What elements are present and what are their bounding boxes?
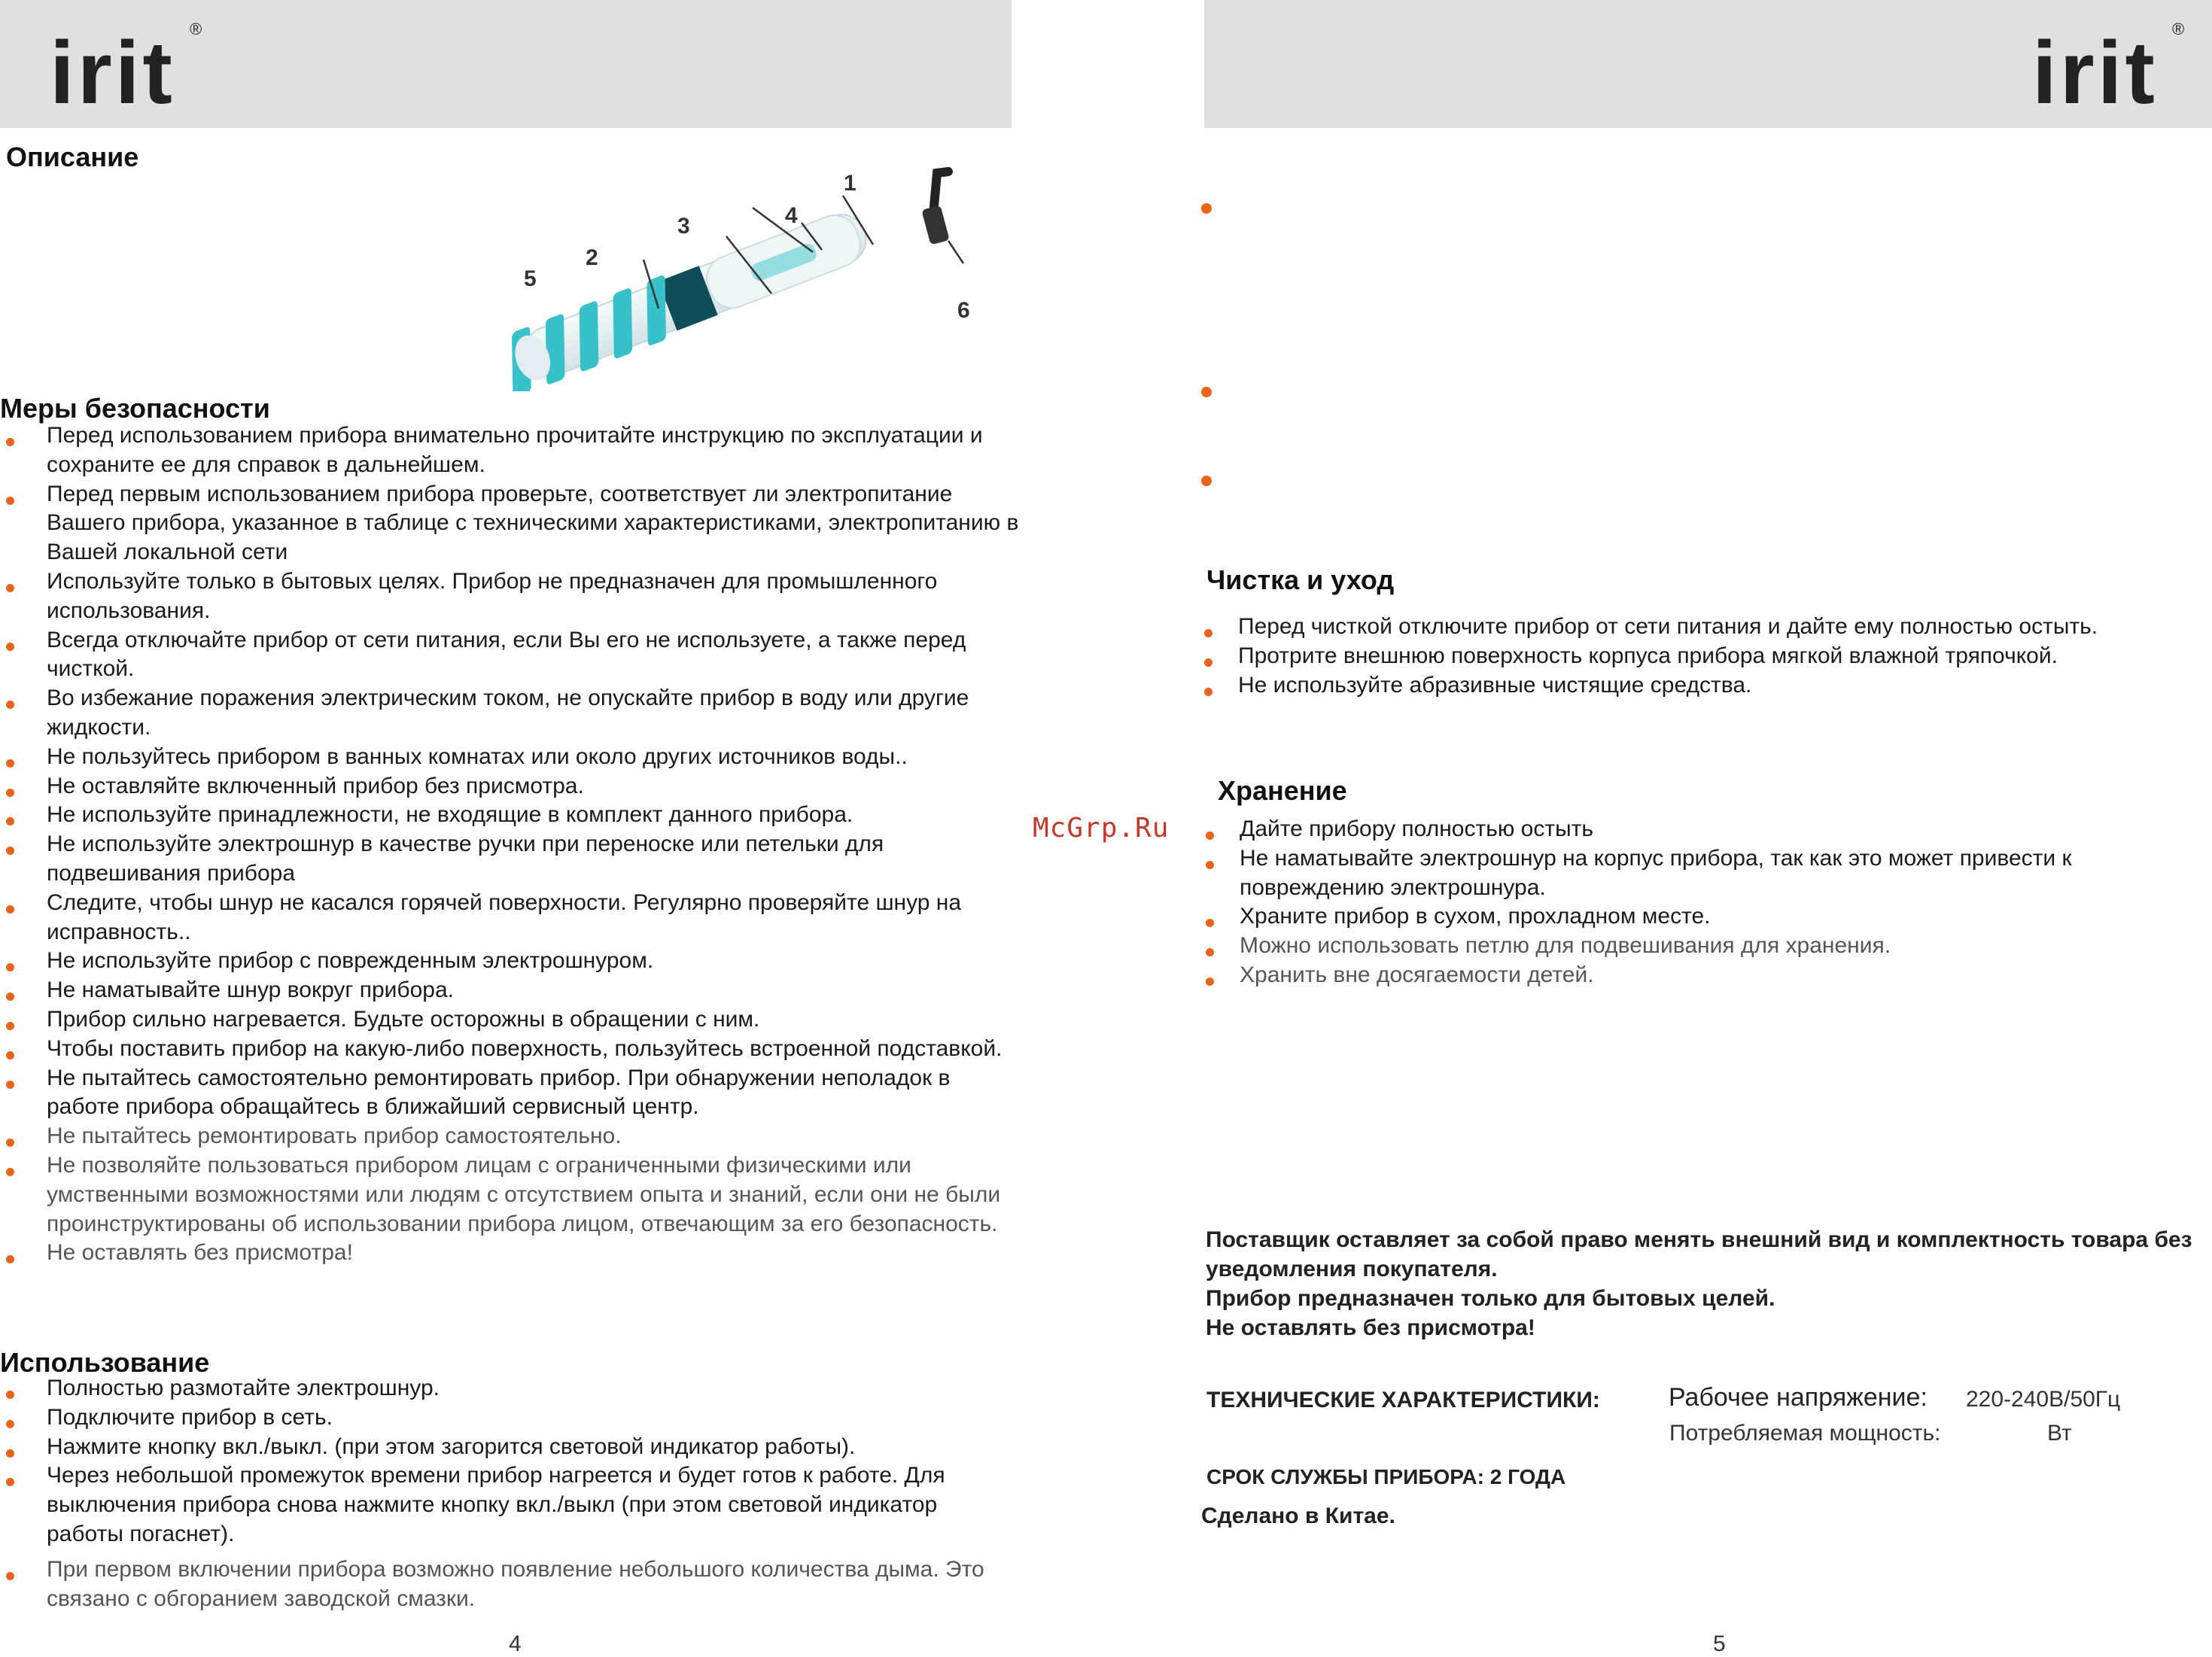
voltage-value: 220-240В/50Гц	[1966, 1387, 2121, 1412]
list-item: Полностью размотайте электрошнур.	[0, 1374, 1009, 1403]
list-item: Храните прибор в сухом, прохладном месте.	[1206, 902, 2199, 932]
made-in: Сделано в Китае.	[1201, 1503, 1395, 1528]
storage-list	[1206, 815, 2199, 990]
brand-logo-left: irit	[50, 23, 175, 123]
brand-logo-right: irit	[2032, 23, 2158, 123]
list-item: Не используйте прибор с поврежденным электрошнуром.	[0, 947, 1024, 976]
list-item: Во избежание поражения электрическим током, не опускайте прибор в воду или другие жидкости.	[0, 684, 1024, 743]
cleaning-list	[1204, 613, 2198, 700]
list-item: Хранить вне досягаемости детей.	[1206, 961, 2199, 990]
list-item: Не используйте принадлежности, не входящие в комплект данного прибора.	[0, 801, 1024, 830]
list-item: Не пытайтесь ремонтировать прибор самостоятельно.	[0, 1122, 1024, 1151]
list-item: Используйте только в бытовых целях. Прибор не предназначен для промышленного использования.	[0, 567, 1024, 626]
household-note: Прибор предназначен только для бытовых целей.	[1206, 1286, 1775, 1311]
list-item: Не наматывайте шнур вокруг прибора.	[0, 976, 1024, 1005]
list-item: Перед чисткой отключите прибор от сети питания и дайте ему полностью остыть.	[1204, 613, 2198, 642]
power-unit: Вт	[2047, 1421, 2072, 1446]
list-item: Перед первым использованием прибора проверьте, соответствует ли электропитание Вашего прибора, указанное в таблице с техническими характеристиками, электропитанию в Вашей локальной сети	[0, 480, 1024, 567]
list-item: Не используйте абразивные чистящие средства.	[1204, 671, 2198, 701]
figure-label-1: 1	[844, 171, 857, 196]
voltage-label: Рабочее напряжение:	[1669, 1383, 1928, 1412]
power-label: Потребляемая мощность:	[1669, 1421, 1941, 1446]
list-item: Не оставляйте включенный прибор без присмотра.	[0, 772, 1024, 801]
figure-label-6: 6	[957, 298, 970, 323]
list-item: Не пользуйтесь прибором в ванных комнатах или около других источников воды..	[0, 743, 1024, 772]
figure-label-2: 2	[586, 245, 598, 270]
service-life: СРОК СЛУЖБЫ ПРИБОРА: 2 ГОДА	[1206, 1465, 1566, 1488]
safety-title: Меры безопасности	[0, 393, 270, 424]
list-item: Не позволяйте пользоваться прибором лицам с ограниченными физическими или умственными возможностями или людям с отсутствием опыта и знаний, если они не были проинструктированы об использовании прибора лицом, отвечающим за его безопасность.	[0, 1151, 1024, 1239]
list-item: Не наматывайте электрошнур на корпус прибора, так как это может привести к повреждению электрошнура.	[1206, 844, 2199, 903]
list-item: Не используйте электрошнур в качестве ручки при переноске или петельки для подвешивания прибора	[0, 830, 1024, 889]
list-item: Не пытайтесь самостоятельно ремонтировать прибор. При обнаружении неполадок в работе прибора обращайтесь в ближайший сервисный центр.	[0, 1064, 1024, 1123]
usage-title: Использование	[0, 1347, 210, 1378]
list-item: Подключите прибор в сеть.	[0, 1403, 1009, 1433]
figure-label-5: 5	[524, 266, 537, 291]
page-number-left: 4	[509, 1631, 522, 1656]
list-item: Всегда отключайте прибор от сети питания, если Вы его не используете, а также перед чисткой.	[0, 626, 1024, 685]
list-item: Дайте прибору полностью остыть	[1206, 815, 2199, 844]
list-item: Прибор сильно нагревается. Будьте осторожны в обращении с ним.	[0, 1005, 1024, 1035]
bullet-marker	[1201, 387, 1212, 397]
list-item: Не оставлять без присмотра!	[0, 1239, 1024, 1268]
list-item: Протрите внешнюю поверхность корпуса прибора мягкой влажной тряпочкой.	[1204, 642, 2198, 671]
list-item: При первом включении прибора возможно появление небольшого количества дыма. Это связано с обгоранием заводской смазки.	[0, 1555, 1009, 1614]
cleaning-title: Чистка и уход	[1206, 564, 1395, 595]
list-item: Перед использованием прибора внимательно прочитайте инструкцию по эксплуатации и сохраните ее для справок в дальнейшем.	[0, 421, 1024, 480]
supplier-note	[1206, 1225, 2207, 1342]
page-number-right: 5	[1713, 1631, 1726, 1656]
safety-list	[0, 421, 1024, 1268]
watermark: McGrp.Ru	[1033, 813, 1170, 844]
unattended-note: Не оставлять без присмотра!	[1206, 1315, 1535, 1340]
registered-mark-right: ®	[2172, 20, 2185, 38]
bullet-marker	[1201, 203, 1212, 214]
list-item: Следите, чтобы шнур не касался горячей поверхности. Регулярно проверяйте шнур на исправность..	[0, 889, 1024, 947]
description-title: Описание	[6, 141, 139, 172]
registered-mark-left: ®	[190, 20, 202, 38]
list-item: Через небольшой промежуток времени прибор нагреется и будет готов к работе. Для выключения прибора снова нажмите кнопку вкл./выкл (при этом световой индикатор работы погаснет).	[0, 1461, 1009, 1549]
curling-iron-illustration	[482, 166, 993, 391]
supplier-note-text: Поставщик оставляет за собой право менять внешний вид и комплектность товара без уведомления покупателя.	[1206, 1227, 2192, 1282]
usage-list	[0, 1374, 1009, 1613]
list-item: Нажмите кнопку вкл./выкл. (при этом загорится световой индикатор работы).	[0, 1433, 1009, 1462]
specs-label: ТЕХНИЧЕСКИЕ ХАРАКТЕРИСТИКИ:	[1206, 1388, 1600, 1412]
list-item: Можно использовать петлю для подвешивания для хранения.	[1206, 932, 2199, 961]
storage-title: Хранение	[1218, 775, 1347, 806]
bullet-marker	[1201, 476, 1212, 486]
figure-label-4: 4	[785, 203, 798, 228]
figure-label-3: 3	[677, 214, 690, 239]
list-item: Чтобы поставить прибор на какую-либо поверхность, пользуйтесь встроенной подставкой.	[0, 1035, 1024, 1064]
